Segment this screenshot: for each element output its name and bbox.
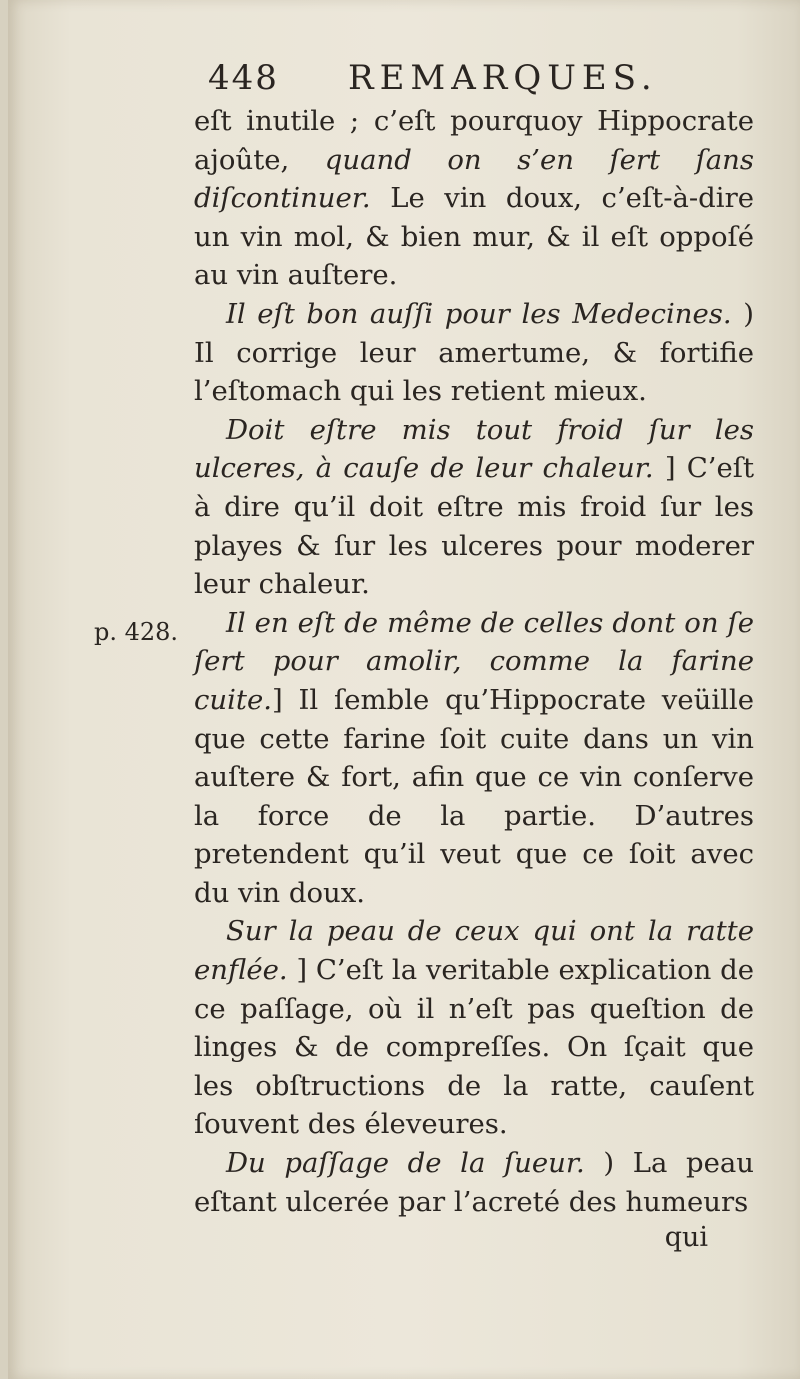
lemma-italic: Sur la peau de ceux qui ont la ratte enflée. <box>194 915 754 987</box>
text-run: ] C’eſt la veritable explication de ce paſſage, où il n’eſt pas queſtion de linges & de compreſſes. On ſçait que les obſtructions de la ratte, cauſent ſouvent des éleveures. <box>194 954 754 1141</box>
paragraph <box>194 102 754 295</box>
paragraph <box>194 1144 754 1221</box>
lemma-italic: Il en eſt de même de celles dont on ſe ſert pour amolir, comme la farine cuite. <box>194 606 754 716</box>
paragraph <box>194 912 754 1144</box>
lemma-italic: Doit eſtre mis tout froid ſur les ulceres, à cauſe de leur chaleur. <box>194 413 754 485</box>
text-run: ] C’eſt à dire qu’il doit eſtre mis froid ſur les playes & ſur les ulceres pour moderer leur chaleur. <box>194 452 755 601</box>
running-head: REMARQUES. <box>348 58 658 98</box>
lemma-italic: quand on s’en ſert ſans diſcontinuer. <box>194 143 755 215</box>
book-page <box>8 0 800 1379</box>
paragraph <box>194 604 754 913</box>
catchword: qui <box>664 1222 708 1253</box>
lemma-italic: Du paſſage de la ſueur. <box>226 1147 585 1180</box>
paragraph <box>194 411 754 604</box>
text-run: ] Il ſemble qu’Hippocrate veüille que cette farine ſoit cuite dans un vin auſtere & fort, afin que ce vin conſerve la force de la partie. D’autres pretendent qu’il veut que ce ſoit avec du vin doux. <box>194 683 754 909</box>
page-header <box>208 58 768 102</box>
text-run: eſt inutile ; c’eſt pourquoy Hippocrate ajoûte, <box>194 105 754 176</box>
margin-reference-note: p. 428. <box>94 618 179 646</box>
text-run: ) La peau eſtant ulcerée par l’acreté des humeurs <box>194 1147 754 1218</box>
paragraph <box>194 295 754 411</box>
lemma-italic: Il eſt bon auſſi pour les Medecines. <box>226 297 732 330</box>
page-number: 448 <box>208 58 279 98</box>
body-text <box>194 102 754 1221</box>
text-run: ) Il corrige leur amertume, & fortifie l’eſtomach qui les retient mieux. <box>194 297 754 408</box>
text-run: Le vin doux, c’eſt-à-dire un vin mol, & bien mur, & il eſt oppoſé au vin auſtere. <box>194 182 754 292</box>
